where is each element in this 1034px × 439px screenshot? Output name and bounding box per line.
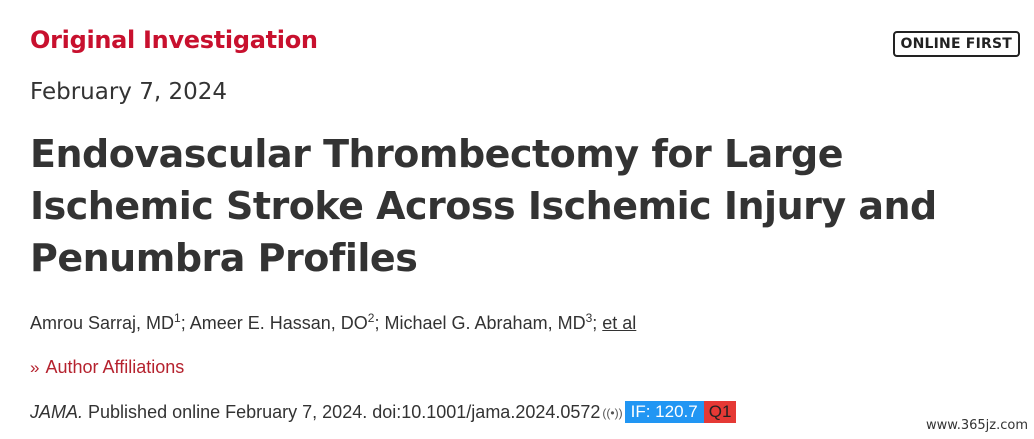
et-al-link[interactable]: et al	[602, 313, 637, 333]
publication-date: February 7, 2024	[30, 79, 228, 105]
affiliations-label: Author Affiliations	[45, 357, 185, 377]
author-name[interactable]: Michael G. Abraham, MD	[384, 313, 586, 333]
radio-wave-icon[interactable]: ((•))	[602, 406, 623, 420]
affiliation-number: 3	[585, 311, 593, 325]
citation-text: Published online February 7, 2024. doi:10.1001/jama.2024.0572	[88, 402, 601, 422]
journal-name: JAMA.	[30, 402, 84, 422]
section-label: Original Investigation	[30, 26, 318, 54]
affiliation-number: 1	[174, 311, 181, 325]
double-chevron-right-icon: »	[30, 358, 40, 377]
citation-line	[30, 401, 736, 423]
author-affiliations-toggle[interactable]	[30, 357, 184, 378]
impact-factor-badge: IF: 120.7	[625, 401, 704, 423]
article-title: Endovascular Thrombectomy for Large Ischemic Stroke Across Ischemic Injury and Penumbra Profiles	[30, 132, 937, 280]
online-first-badge: ONLINE FIRST	[893, 31, 1021, 57]
affiliation-number: 2	[367, 311, 375, 325]
quartile-badge: Q1	[704, 401, 737, 423]
author-list: Amrou Sarraj, $MD^1$; Ameer E. Hassan, $DO^2$; Michael G. Abraham, $MD^3$; et al	[30, 311, 637, 333]
watermark: www.365jz.com	[926, 418, 1028, 433]
author-name[interactable]: Ameer E. Hassan, DO	[189, 313, 368, 333]
author-name[interactable]: Amrou Sarraj, MD	[30, 313, 175, 333]
